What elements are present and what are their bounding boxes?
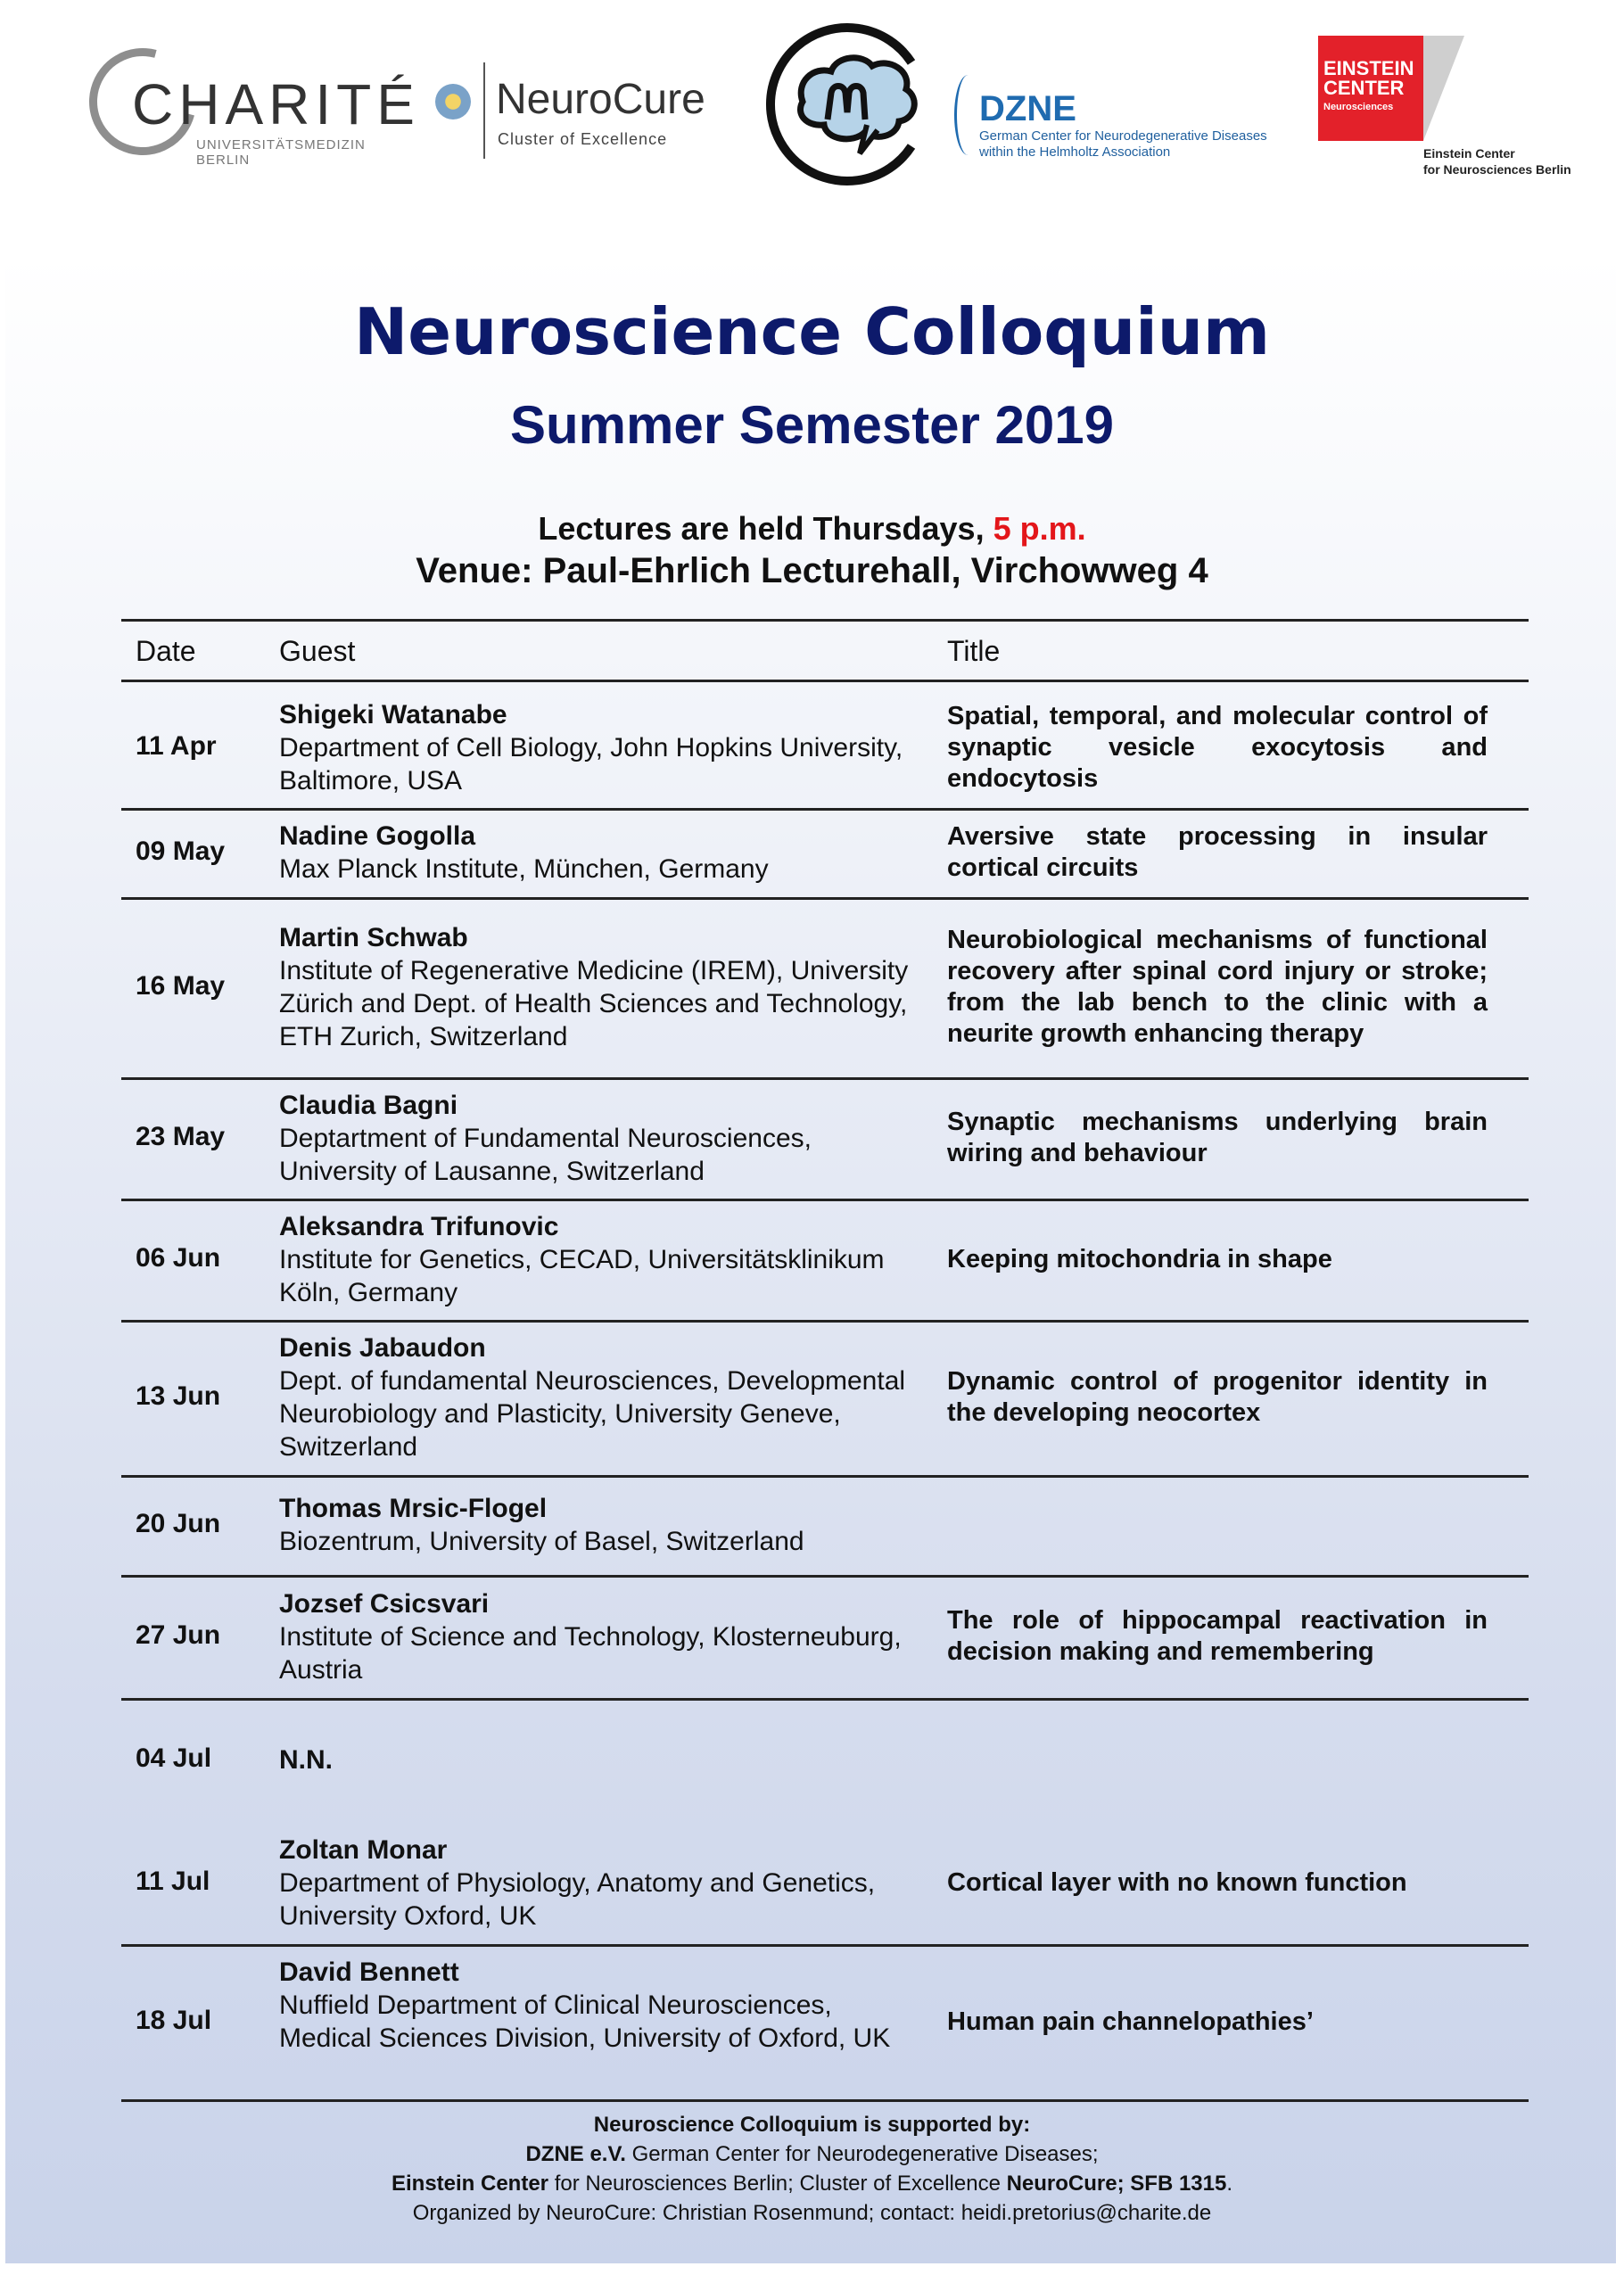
guest-affiliation: Max Planck Institute, München, Germany [279,854,769,884]
guest-name: Shigeki Watanabe [279,699,507,729]
einstein-line2: CENTER [1323,77,1405,99]
poster-subtitle: Summer Semester 2019 [509,395,1115,455]
guest-affiliation: Nuffield Department of Clinical Neurosciences, Medical Sciences Division, University of Oxford, UK [279,1990,891,2053]
table-row [0,1698,1624,1821]
guest-affiliation: Deptartment of Fundamental Neurosciences, University of Lausanne, Switzerland [279,1123,812,1186]
table-top-rule [121,619,1529,622]
einstein-red-box [1318,36,1423,141]
einstein-logo [1318,36,1577,187]
guest-name: Zoltan Monar [279,1834,448,1865]
talk-title: Cortical layer with no known function [947,1867,1407,1897]
row-date: 11 Jul [136,1867,210,1896]
row-guest [279,1089,921,1188]
footer-einstein-rest: for Neurosciences Berlin; Cluster of Excellence [548,2172,1007,2196]
table-row [0,1821,1624,1944]
guest-name: Denis Jabaudon [279,1333,486,1363]
row-guest [279,820,921,886]
brain-icon [760,20,938,189]
guest-affiliation: Department of Physiology, Anatomy and Genetics, University Oxford, UK [279,1867,876,1931]
table-row [0,1475,1624,1575]
logo-bar [0,0,1624,250]
table-row [0,1199,1624,1320]
guest-name: N.N. [279,1744,333,1775]
guest-name: Aleksandra Trifunovic [279,1211,559,1241]
talk-title: Human pain channelopathies’ [947,2007,1314,2036]
colloquium-brain-logo [760,20,938,189]
guest-name: Martin Schwab [279,923,468,952]
column-header-date: Date [136,635,196,667]
charite-wordmark: CHARITÉ [132,72,420,136]
footer-period: . [1226,2172,1233,2196]
einstein-line3: Neurosciences [1323,102,1394,112]
venue-text: Venue: Paul-Ehrlich Lecturehall, Virchowweg 4 [416,551,1208,590]
row-guest [279,1956,921,2055]
table-row [0,1320,1624,1475]
row-guest [279,1492,921,1558]
row-date: 20 Jun [136,1509,221,1538]
charite-subtitle: UNIVERSITÄTSMEDIZIN BERLIN [196,137,366,168]
guest-affiliation: Department of Cell Biology, John Hopkins University, Baltimore, USA [279,732,903,795]
guest-affiliation: Institute of Science and Technology, Klosterneuburg, Austria [279,1621,902,1685]
row-date: 04 Jul [136,1743,212,1773]
table-row [0,1575,1624,1698]
einstein-caption-2: for Neurosciences Berlin [1423,162,1571,177]
talk-title: Keeping mitochondria in shape [947,1244,1332,1273]
talk-title: Synaptic mechanisms underlying brain wiring and behaviour [947,1108,1488,1167]
row-guest [279,921,921,1053]
dzne-wordmark: DZNE [979,89,1076,128]
table-row [0,897,1624,1077]
row-date: 13 Jun [136,1381,221,1411]
schedule-info [0,510,1624,548]
talk-title: Neurobiological mechanisms of functional recovery after spinal cord injury or stroke; from the lab bench to the clinic with a neurite growth enhancing therapy [947,926,1488,1048]
talk-title: Dynamic control of progenitor identity in the developing neocortex [947,1367,1488,1427]
einstein-caption-1: Einstein Center [1423,146,1515,161]
charite-logo [89,45,420,169]
row-date: 27 Jun [136,1620,221,1650]
table-row [0,687,1624,808]
row-guest [279,1743,921,1776]
column-header-guest: Guest [279,635,356,667]
footer [0,2110,1624,2228]
table-header-rule [121,680,1529,682]
talk-title: The role of hippocampal reactivation in decision making and remembering [947,1606,1488,1666]
talk-title: Aversive state processing in insular cortical circuits [947,822,1488,882]
footer-organizer: Organized by NeuroCure: Christian Rosenmund; contact: heidi.pretorius@charite.de [412,2201,1212,2225]
footer-einstein: Einstein Center [391,2172,549,2196]
schedule-text: Lectures are held Thursdays, [538,510,993,547]
poster-title: Neuroscience Colloquium [353,294,1271,369]
guest-name: David Bennett [279,1957,459,1987]
guest-name: Thomas Mrsic-Flogel [279,1494,548,1523]
guest-name: Claudia Bagni [279,1090,458,1120]
dzne-logo [952,62,1282,169]
guest-name: Jozsef Csicsvari [279,1588,490,1619]
neurocure-subtitle: Cluster of Excellence [498,130,668,148]
schedule-time: 5 p.m. [993,510,1086,547]
neurocure-divider [483,62,485,159]
row-guest [279,1587,921,1686]
dzne-subtitle-2: within the Helmholtz Association [979,144,1171,160]
row-date: 09 May [136,837,226,866]
column-header-title: Title [947,635,1001,667]
guest-affiliation: Institute of Regenerative Medicine (IREM), University Zürich and Dept. of Health Sciences and Technology, ETH Zurich, Switzerland [279,956,909,1051]
einstein-line1: EINSTEIN [1323,57,1414,79]
row-guest [279,1834,921,1933]
neurocure-logo [435,62,703,161]
row-date: 11 Apr [136,731,217,761]
row-guest [279,1331,921,1463]
table-row [0,1077,1624,1199]
footer-supported-by: Neuroscience Colloquium is supported by: [593,2113,1031,2137]
row-date: 23 May [136,1122,226,1151]
footer-dzne-rest: German Center for Neurodegenerative Diseases; [625,2142,1099,2166]
neurocure-wordmark: NeuroCure [496,76,705,123]
guest-affiliation: Biozentrum, University of Basel, Switzerland [279,1527,804,1556]
row-guest [279,698,921,797]
dzne-subtitle: German Center for Neurodegenerative Diseases [979,128,1267,144]
guest-name: Nadine Gogolla [279,821,476,851]
talk-title: Spatial, temporal, and molecular control of synaptic vesicle exocytosis and endocytosis [947,701,1488,793]
table-row [0,1944,1624,2099]
guest-affiliation: Dept. of fundamental Neurosciences, Developmental Neurobiology and Plasticity, University Geneve, Switzerland [279,1366,906,1462]
dzne-arc-icon [954,75,982,155]
row-date: 18 Jul [136,2006,212,2035]
table-row [0,808,1624,897]
row-guest [279,1210,921,1309]
row-date: 16 May [136,971,226,1001]
einstein-grey-shape [1423,36,1464,141]
guest-affiliation: Institute for Genetics, CECAD, Universitätsklinikum Köln, Germany [279,1244,885,1307]
neurocure-dot-icon [435,84,471,120]
footer-dzne: DZNE e.V. [525,2142,626,2166]
row-date: 06 Jun [136,1243,221,1273]
row-divider [121,2099,1529,2102]
footer-neurocure: NeuroCure; SFB 1315 [1006,2172,1227,2196]
